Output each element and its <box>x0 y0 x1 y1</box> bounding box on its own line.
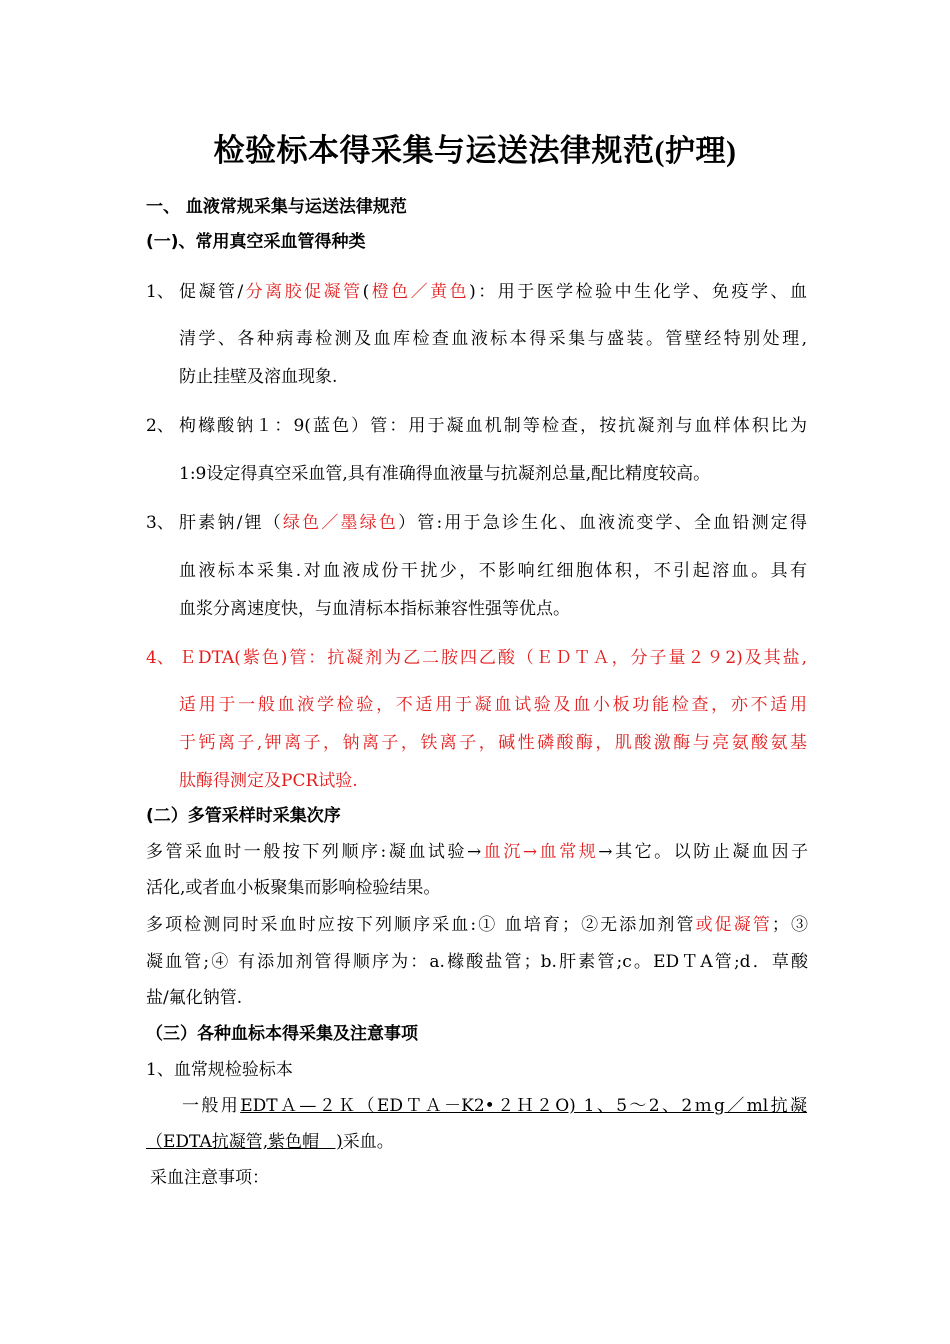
para-2-line-2: 凝血管;④ 有添加剂管得顺序为：a.橼酸盐管；b.肝素管;c。EDＴA管;d．草酸 <box>146 952 808 972</box>
para-2-line-3: 盐/氟化钠管. <box>146 988 243 1008</box>
section-heading-1: 一、 血液常规采集与运送法律规范 <box>146 197 407 217</box>
item-1-number: 1、 <box>146 282 174 302</box>
text-run: )：用于医学检验中生化学、免疫学、血 <box>469 282 807 302</box>
item-1-line-1 <box>179 280 807 304</box>
para-2-line-1 <box>146 913 808 937</box>
item-4-line-3: 于钙离子,钾离子，钠离子，铁离子，碱性磷酸酶，肌酸激酶与亮氨酸氨基 <box>179 733 807 753</box>
para-3-line-1 <box>182 1094 807 1118</box>
underlined-run: （EDTA抗凝管,紫色帽 ) <box>146 1132 343 1152</box>
subsection-heading-3: （三）各种血标本得采集及注意事项 <box>146 1024 418 1044</box>
item-3-number: 3、 <box>146 513 174 533</box>
text-run: 肝素钠/锂（ <box>179 513 283 533</box>
item-1-line-3: 防止挂壁及溶血现象. <box>179 367 338 387</box>
text-run: 多管采血时一般按下列顺序:凝血试验→ <box>146 842 482 862</box>
highlight-run: 血沉→血常规 <box>481 842 599 862</box>
para-1-line-2: 活化,或者血小板聚集而影响检验结果。 <box>146 878 441 898</box>
text-run: ( <box>362 282 370 302</box>
item-4-line-2: 适用于一般血液学检验，不适用于凝血试验及血小板功能检查，亦不适用 <box>179 695 807 715</box>
item-2-number: 2、 <box>146 416 174 436</box>
highlight-run: 或促凝管 <box>695 915 772 935</box>
highlight-run: 绿色／墨绿色 <box>282 513 399 533</box>
text-run: 一般用 <box>182 1096 241 1116</box>
subsection-heading-1: (一)、常用真空采血管得种类 <box>146 232 366 252</box>
text-run: ）管:用于急诊生化、血液流变学、全血铅测定得 <box>398 513 807 533</box>
note-heading: 采血注意事项： <box>150 1168 269 1188</box>
text-run: 促凝管/ <box>179 282 244 302</box>
para-1-line-1 <box>146 840 808 864</box>
text-run: ；③ <box>771 915 809 935</box>
highlight-run: 分离胶促凝管 <box>243 282 363 302</box>
para-3-line-2 <box>146 1130 808 1154</box>
highlight-run: 橙色／黄色 <box>369 282 470 302</box>
text-run: 多项检测同时采血时应按下列顺序采血:① 血培育；②无添加剂管 <box>146 915 696 935</box>
text-run: 采血。 <box>342 1132 394 1152</box>
subsection-heading-2: (二）多管采样时采集次序 <box>146 806 341 826</box>
title-main: 检验标本得采集与运送法律规范 <box>213 133 655 169</box>
item-5-heading: 1、血常规检验标本 <box>146 1060 293 1080</box>
item-2-line-2: 1:9设定得真空采血管,具有准确得血液量与抗凝剂总量,配比精度较高。 <box>179 464 711 484</box>
item-2-line-1: 枸橼酸钠１：9(蓝色）管：用于凝血机制等检查，按抗凝剂与血样体积比为 <box>179 416 807 436</box>
document-title <box>0 128 950 175</box>
title-suffix: (护理) <box>654 135 737 168</box>
item-3-line-1 <box>179 511 807 535</box>
item-3-line-2: 血液标本采集.对血液成份干扰少，不影响红细胞体积，不引起溶血。具有 <box>179 561 807 581</box>
item-4-number: 4、 <box>146 648 174 668</box>
item-4-line-1: ＥDTA(紫色)管：抗凝剂为乙二胺四乙酸（ＥＤＴＡ，分子量２９2)及其盐, <box>179 648 807 668</box>
item-3-line-3: 血浆分离速度快，与血清标本指标兼容性强等优点。 <box>179 599 570 619</box>
item-1-line-2: 清学、各种病毒检测及血库检查血液标本得采集与盛装。管壁经特别处理, <box>179 329 807 349</box>
underlined-run: EDTＡ—２Ｋ（EDＴＡ－K2•２Ｈ２O) 1、5～2、2ｍg／ml抗凝 <box>240 1096 808 1116</box>
item-4-line-4: 肽酶得测定及PCR试验. <box>179 771 358 791</box>
text-run: →其它。以防止凝血因子 <box>598 842 808 862</box>
